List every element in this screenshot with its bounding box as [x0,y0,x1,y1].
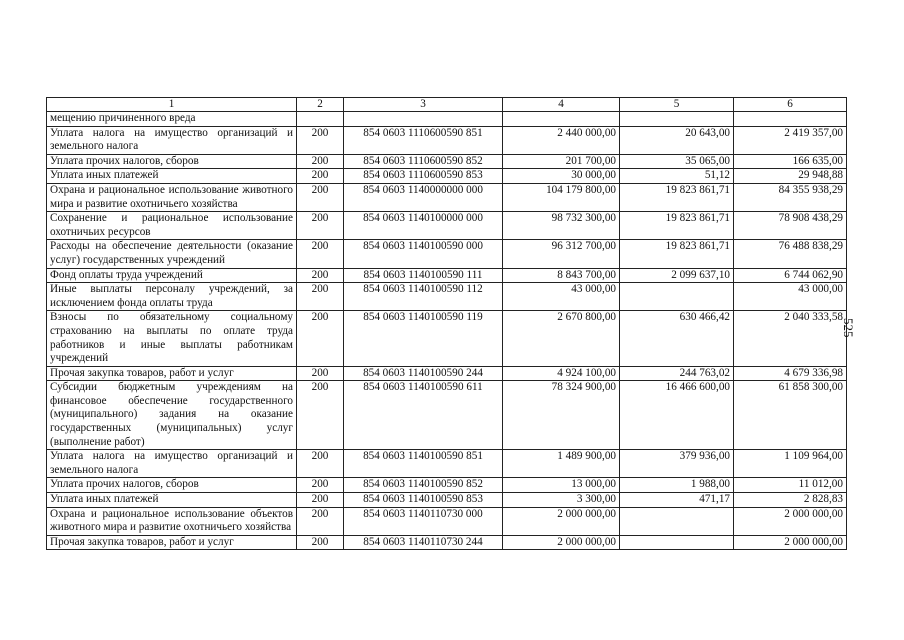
row-name-cell: Уплата иных платежей [47,169,297,184]
executed-amount-cell: 51,12 [620,169,734,184]
table-row [47,493,847,508]
row-name-cell: Прочая закупка товаров, работ и услуг [47,535,297,550]
approved-amount-cell: 13 000,00 [503,478,620,493]
approved-amount-cell: 201 700,00 [503,154,620,169]
budget-class-code-cell: 854 0603 1110600590 851 [344,126,503,154]
budget-class-code-cell: 854 0603 1140100590 112 [344,283,503,311]
row-name-cell: Субсидии бюджетным учреждениям на финансовое обеспечение государственного (муниципального) задания на оказание государственных (муниципальных) услуг (выполнение работ) [47,381,297,450]
line-code-cell: 200 [297,154,344,169]
approved-amount-cell: 4 924 100,00 [503,366,620,381]
line-code-cell: 200 [297,366,344,381]
budget-class-code-cell: 854 0603 1140100590 000 [344,240,503,268]
approved-amount-cell: 2 440 000,00 [503,126,620,154]
unexecuted-amount-cell: 2 828,83 [734,493,847,508]
approved-amount-cell: 43 000,00 [503,283,620,311]
row-name-cell: Уплата налога на имущество организаций и земельного налога [47,126,297,154]
approved-amount-cell: 78 324 900,00 [503,381,620,450]
line-code-cell: 200 [297,493,344,508]
executed-amount-cell: 19 823 861,71 [620,183,734,211]
executed-amount-cell: 630 466,42 [620,311,734,366]
table-row [47,112,847,127]
table-row [47,154,847,169]
line-code-cell: 200 [297,381,344,450]
row-name-cell: мещению причиненного вреда [47,112,297,127]
executed-amount-cell [620,112,734,127]
budget-class-code-cell: 854 0603 1140100590 852 [344,478,503,493]
row-name-cell: Иные выплаты персоналу учреждений, за исключением фонда оплаты труда [47,283,297,311]
approved-amount-cell: 1 489 900,00 [503,450,620,478]
row-name-cell: Уплата иных платежей [47,493,297,508]
unexecuted-amount-cell: 1 109 964,00 [734,450,847,478]
executed-amount-cell: 19 823 861,71 [620,240,734,268]
column-header: 1 [47,98,297,112]
executed-amount-cell [620,283,734,311]
table-row [47,450,847,478]
line-code-cell: 200 [297,212,344,240]
approved-amount-cell: 8 843 700,00 [503,268,620,283]
budget-class-code-cell: 854 0603 1140100590 119 [344,311,503,366]
budget-class-code-cell: 854 0603 1140110730 244 [344,535,503,550]
line-code-cell: 200 [297,507,344,535]
table-row [47,535,847,550]
row-name-cell: Уплата прочих налогов, сборов [47,154,297,169]
column-header: 3 [344,98,503,112]
executed-amount-cell: 244 763,02 [620,366,734,381]
row-name-cell: Взносы по обязательному социальному страхованию на выплаты по оплате труда работников и иные выплаты работникам учреждений [47,311,297,366]
unexecuted-amount-cell [734,112,847,127]
line-code-cell: 200 [297,283,344,311]
unexecuted-amount-cell: 166 635,00 [734,154,847,169]
budget-class-code-cell: 854 0603 1140110730 000 [344,507,503,535]
executed-amount-cell [620,507,734,535]
approved-amount-cell: 2 000 000,00 [503,535,620,550]
budget-class-code-cell [344,112,503,127]
column-header: 6 [734,98,847,112]
executed-amount-cell: 2 099 637,10 [620,268,734,283]
row-name-cell: Фонд оплаты труда учреждений [47,268,297,283]
unexecuted-amount-cell: 6 744 062,90 [734,268,847,283]
line-code-cell: 200 [297,535,344,550]
executed-amount-cell: 379 936,00 [620,450,734,478]
unexecuted-amount-cell: 84 355 938,29 [734,183,847,211]
unexecuted-amount-cell: 2 000 000,00 [734,507,847,535]
column-header: 2 [297,98,344,112]
line-code-cell: 200 [297,169,344,184]
row-name-cell: Прочая закупка товаров, работ и услуг [47,366,297,381]
approved-amount-cell [503,112,620,127]
line-code-cell: 200 [297,311,344,366]
column-header: 5 [620,98,734,112]
table-row [47,366,847,381]
budget-class-code-cell: 854 0603 1140100590 244 [344,366,503,381]
budget-class-code-cell: 854 0603 1140100590 851 [344,450,503,478]
unexecuted-amount-cell: 61 858 300,00 [734,381,847,450]
column-number-row [47,98,847,112]
executed-amount-cell: 20 643,00 [620,126,734,154]
row-name-cell: Уплата налога на имущество организаций и земельного налога [47,450,297,478]
unexecuted-amount-cell: 2 000 000,00 [734,535,847,550]
budget-class-code-cell: 854 0603 1140000000 000 [344,183,503,211]
unexecuted-amount-cell: 29 948,88 [734,169,847,184]
table-body [47,112,847,550]
approved-amount-cell: 3 300,00 [503,493,620,508]
row-name-cell: Сохранение и рациональное использование охотничьих ресурсов [47,212,297,240]
row-name-cell: Охрана и рациональное использование животного мира и развитие охотничьего хозяйства [47,183,297,211]
executed-amount-cell: 19 823 861,71 [620,212,734,240]
line-code-cell: 200 [297,450,344,478]
unexecuted-amount-cell: 2 040 333,58 [734,311,847,366]
executed-amount-cell: 16 466 600,00 [620,381,734,450]
budget-class-code-cell: 854 0603 1110600590 853 [344,169,503,184]
executed-amount-cell: 35 065,00 [620,154,734,169]
table-row [47,183,847,211]
unexecuted-amount-cell: 2 419 357,00 [734,126,847,154]
budget-class-code-cell: 854 0603 1110600590 852 [344,154,503,169]
table-row [47,507,847,535]
budget-class-code-cell: 854 0603 1140100590 111 [344,268,503,283]
approved-amount-cell: 2 000 000,00 [503,507,620,535]
executed-amount-cell: 1 988,00 [620,478,734,493]
unexecuted-amount-cell: 78 908 438,29 [734,212,847,240]
approved-amount-cell: 96 312 700,00 [503,240,620,268]
column-header: 4 [503,98,620,112]
budget-class-code-cell: 854 0603 1140100590 611 [344,381,503,450]
approved-amount-cell: 98 732 300,00 [503,212,620,240]
executed-amount-cell: 471,17 [620,493,734,508]
approved-amount-cell: 2 670 800,00 [503,311,620,366]
table-row [47,240,847,268]
executed-amount-cell [620,535,734,550]
line-code-cell [297,112,344,127]
row-name-cell: Охрана и рациональное использование объектов животного мира и развитие охотничьего хозяйства [47,507,297,535]
table-row [47,268,847,283]
table-row [47,381,847,450]
approved-amount-cell: 30 000,00 [503,169,620,184]
approved-amount-cell: 104 179 800,00 [503,183,620,211]
line-code-cell: 200 [297,126,344,154]
table-row [47,212,847,240]
row-name-cell: Уплата прочих налогов, сборов [47,478,297,493]
table-row [47,311,847,366]
unexecuted-amount-cell: 76 488 838,29 [734,240,847,268]
line-code-cell: 200 [297,268,344,283]
line-code-cell: 200 [297,478,344,493]
table-row [47,126,847,154]
unexecuted-amount-cell: 4 679 336,98 [734,366,847,381]
budget-class-code-cell: 854 0603 1140100590 853 [344,493,503,508]
table-row [47,478,847,493]
line-code-cell: 200 [297,240,344,268]
unexecuted-amount-cell: 11 012,00 [734,478,847,493]
page-number: 525 [841,318,856,338]
unexecuted-amount-cell: 43 000,00 [734,283,847,311]
table-row [47,169,847,184]
line-code-cell: 200 [297,183,344,211]
table-row [47,283,847,311]
row-name-cell: Расходы на обеспечение деятельности (оказание услуг) государственных учреждений [47,240,297,268]
budget-execution-table [46,97,847,550]
budget-class-code-cell: 854 0603 1140100000 000 [344,212,503,240]
